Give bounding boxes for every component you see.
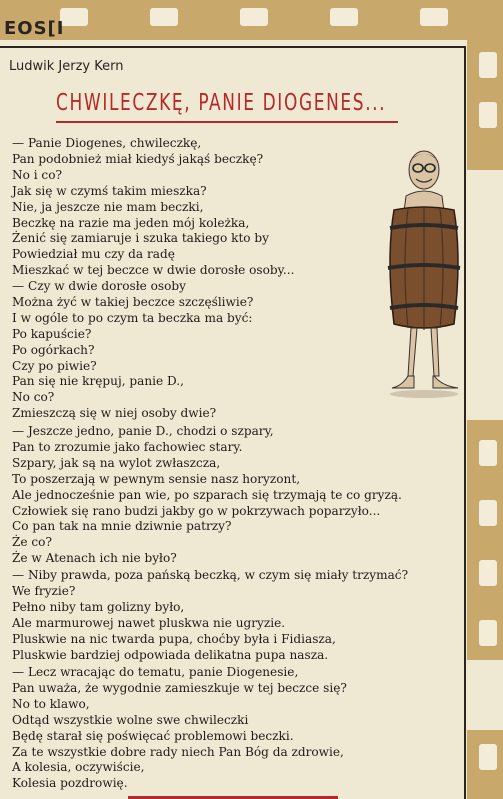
strip-hole	[479, 620, 497, 646]
strip-hole	[150, 8, 178, 26]
strip-segment	[467, 730, 503, 799]
strip-hole	[420, 8, 448, 26]
magazine-masthead: EOS[I	[4, 18, 65, 39]
title-underline	[56, 121, 398, 123]
man-in-barrel-illustration	[378, 148, 470, 418]
poem-title: CHWILECZKĘ, PANIE DIOGENES...	[56, 90, 387, 116]
strip-hole	[479, 440, 497, 466]
stanza-2: — Czy w dwie dorosłe osoby Można żyć w takiej beczce szczęśliwie? I w ogóle to po czym ta beczka ma być: Po kapuście? Po ogórkach? Czy po piwie? Pan się nie krępuj, panie D., No co? Zmieszczą się w niej osoby dwie?	[12, 279, 254, 421]
strip-segment	[467, 420, 503, 660]
film-strip-top	[0, 0, 503, 40]
strip-hole	[479, 500, 497, 526]
strip-hole	[240, 8, 268, 26]
author-name: Ludwik Jerzy Kern	[9, 59, 124, 74]
film-strip-right	[467, 40, 503, 799]
strip-hole	[479, 102, 497, 128]
strip-hole	[330, 8, 358, 26]
stanza-1: — Panie Diogenes, chwileczkę, Pan podobnież miał kiedyś jakąś beczkę? No i co? Jak się w czymś takim mieszka? Nie, ja jeszcze nie mam beczki, Beczkę na razie ma jeden mój koleżka, Żenić się zamiaruje i szuka takiego kto by Powiedział mu czy da radę Mieszkać w tej beczce w dwie dorosłe osoby...	[12, 136, 295, 278]
stanza-5: — Lecz wracając do tematu, panie Diogenesie, Pan uważa, że wygodnie zamieszkuje w tej beczce się? No to klawo, Odtąd wszystkie wolne swe chwileczki Będę starał się poświęcać problemowi beczki. Za te wszystkie dobre rady niech Pan Bóg da zdrowie, A kolesia, oczywiście, Kolesia pozdrowię.	[12, 665, 347, 791]
stanza-4: — Niby prawda, poza pańską beczką, w czym się miały trzymać? We fryzie? Pełno niby tam golizny było, Ale marmurowej nawet pluskwa nie ugryzie. Pluskwie na nic twarda pupa, choćby była i Fidiasza, Pluskwie bardziej odpowiada delikatna pupa nasza.	[12, 568, 409, 662]
stanza-3: — Jeszcze jedno, panie D., chodzi o szpary, Pan to zrozumie jako fachowiec stary. Szpary, jak są na wylot zwłaszcza, To poszerzają w pewnym sensie nasz horyzont, Ale jednocześnie pan wie, po szparach się trzymają te co gryzą. Człowiek się rano budzi jakby go w pokrzywach poparzyło... Co pan tak na mnie dziwnie patrzy? Że co? Że w Atenach ich nie było?	[12, 424, 402, 566]
strip-hole	[479, 744, 497, 770]
strip-segment	[467, 40, 503, 170]
strip-hole	[479, 52, 497, 78]
strip-hole	[479, 560, 497, 586]
